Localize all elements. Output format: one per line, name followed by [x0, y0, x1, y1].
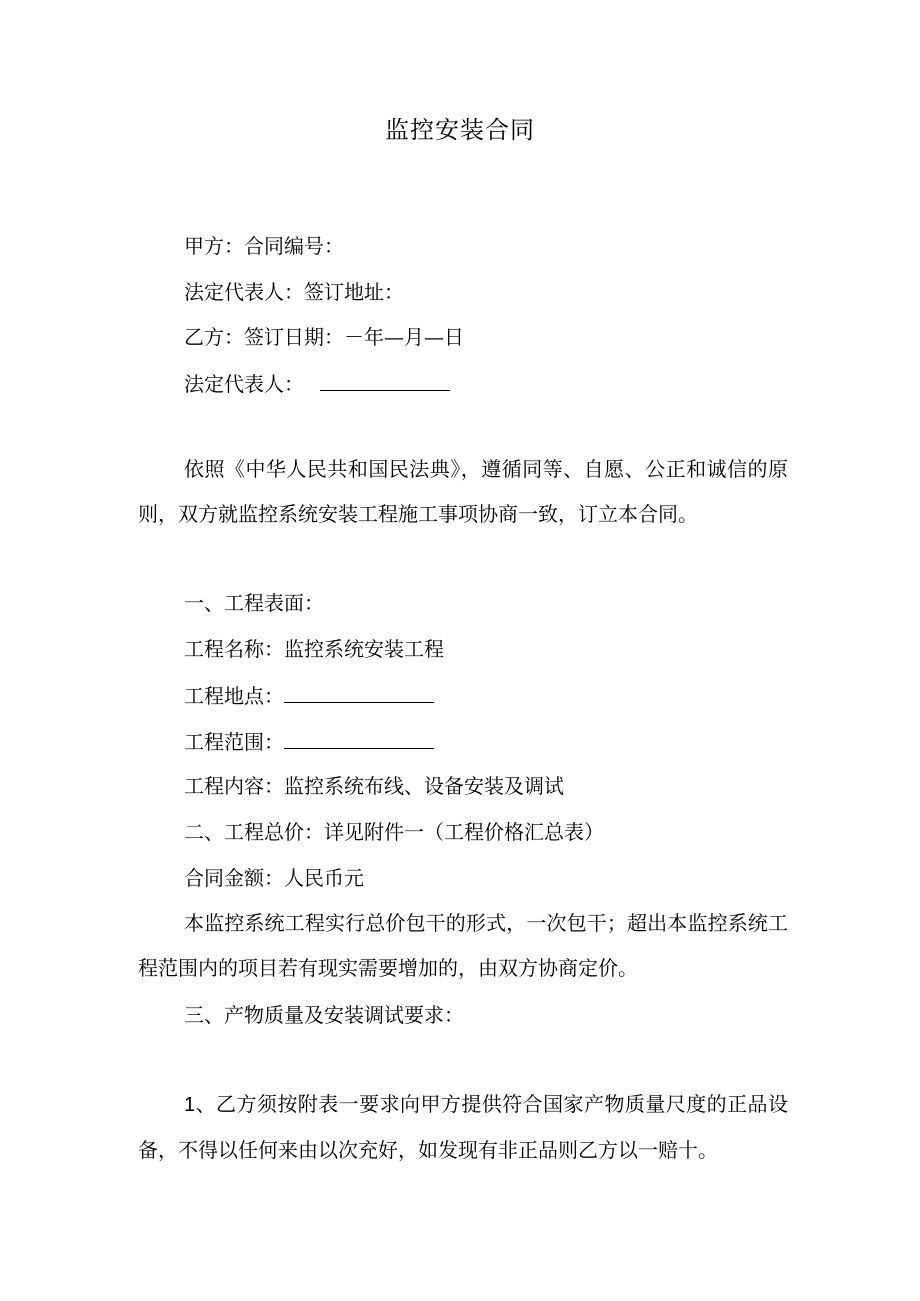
- party-a-line: 甲方：合同编号：: [184, 234, 344, 258]
- item-1-text: 、乙方须按附表一要求向甲方提供符合国家产物质量尺度的正品设备，不得以任何来由以次充好，如发现有非正品则乙方以一赔十。: [138, 1092, 788, 1162]
- quality-item-1-paragraph: [138, 1082, 788, 1173]
- legal-rep-address-line: 法定代表人：签订地址：: [184, 280, 404, 304]
- legal-rep-blank: [320, 368, 450, 391]
- section-2-heading: 二、工程总价：详见附件一（工程价格汇总表）: [184, 820, 604, 844]
- contract-amount-line: 合同金额：人民币元: [184, 866, 364, 890]
- legal-rep-line: [184, 368, 450, 399]
- lump-sum-paragraph: 本监控系统工程实行总价包干的形式，一次包干；超出本监控系统工程范围内的项目若有现实需要增加的，由双方协商定价。: [138, 911, 788, 980]
- project-scope-line: [184, 726, 434, 757]
- preamble-paragraph: 依照《中华人民共和国民法典》，遵循同等、自愿、公正和诚信的原则，双方就监控系统安装工程施工事项协商一致，订立本合同。: [138, 457, 788, 526]
- section-1-heading: 一、工程表面：: [184, 591, 324, 615]
- project-location-line: [184, 680, 434, 711]
- project-content-line: 工程内容：监控系统布线、设备安装及调试: [184, 774, 564, 798]
- project-name-line: 工程名称：监控系统安装工程: [184, 637, 444, 661]
- document-title: 监控安装合同: [385, 116, 535, 144]
- party-b-date-line: 乙方：签订日期：－年—月—日: [184, 325, 464, 349]
- project-scope-label: 工程范围：: [184, 730, 284, 754]
- item-1-number: 1: [184, 1094, 196, 1116]
- project-location-label: 工程地点：: [184, 684, 284, 708]
- section-3-heading: 三、产物质量及安装调试要求：: [184, 1003, 464, 1027]
- legal-rep-label: 法定代表人：: [184, 372, 304, 396]
- project-scope-blank: [284, 726, 434, 749]
- project-location-blank: [284, 680, 434, 703]
